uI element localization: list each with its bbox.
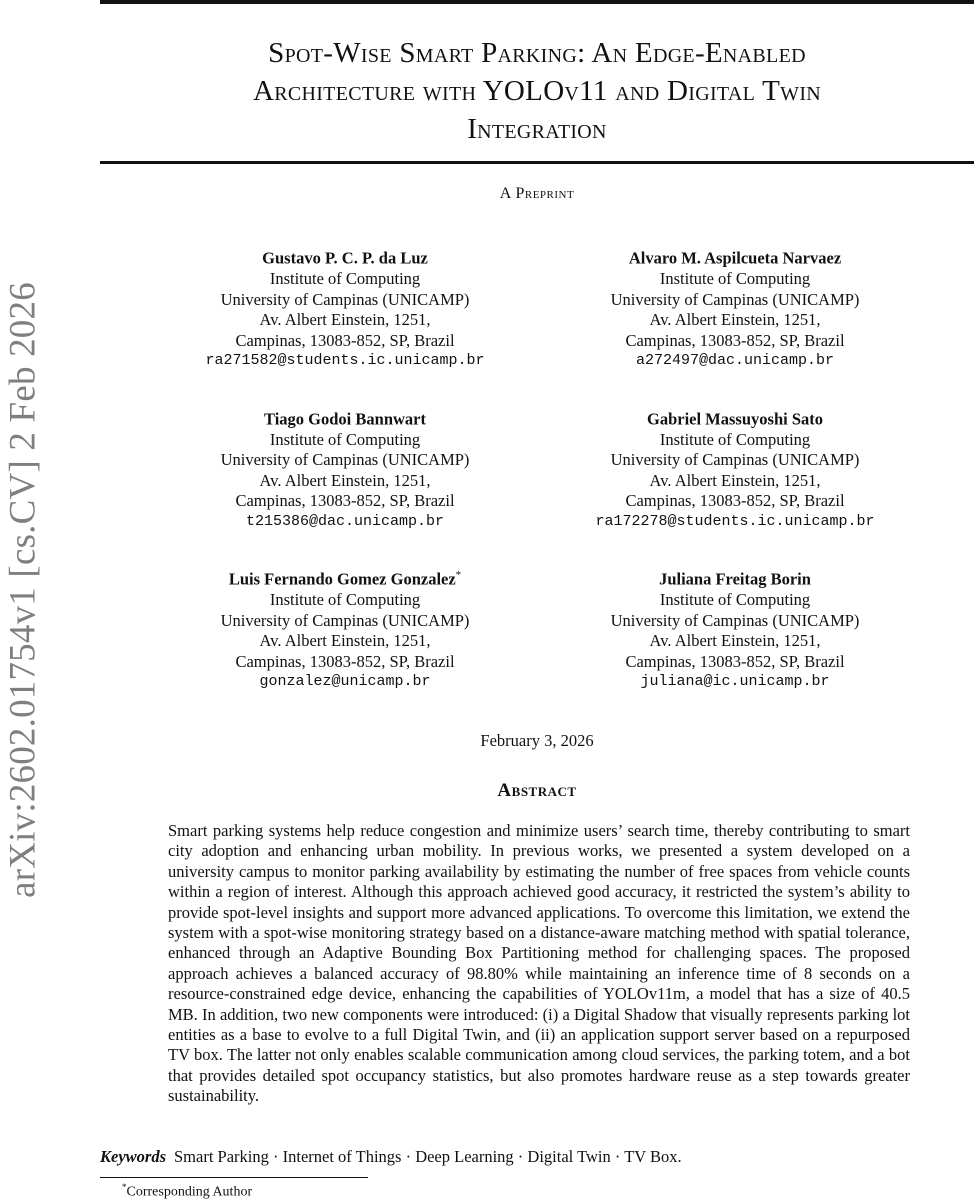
title-line: Integration xyxy=(467,113,607,145)
author-address-line: Av. Albert Einstein, 1251, xyxy=(259,310,431,329)
author-address-line: Campinas, 13083-852, SP, Brazil xyxy=(235,330,455,350)
author-name: Gustavo P. C. P. da Luz xyxy=(262,248,428,268)
author-address-line: Av. Albert Einstein, 1251, xyxy=(649,631,821,650)
author-department: Institute of Computing xyxy=(269,429,421,449)
author-department: Institute of Computing xyxy=(269,590,421,609)
author-department: Institute of Computing xyxy=(659,269,811,288)
author-block xyxy=(150,405,540,533)
author-grid xyxy=(150,244,930,693)
footnote-rule xyxy=(100,1177,368,1178)
author-name: Alvaro M. Aspilcueta Narvaez xyxy=(628,248,842,268)
author-email[interactable]: a272497@dac.unicamp.br xyxy=(635,352,835,369)
arxiv-side-stamp xyxy=(2,270,44,910)
author-address-line: Campinas, 13083-852, SP, Brazil xyxy=(625,491,845,510)
author-name: Tiago Godoi Bannwart xyxy=(264,409,426,428)
keywords-list: Smart Parking · Internet of Things · Deep Learning · Digital Twin · TV Box. xyxy=(174,1147,682,1166)
author-address-line: Av. Albert Einstein, 1251, xyxy=(649,470,821,490)
arxiv-identifier: arXiv:2602.01754v1 [cs.CV] 2 Feb 2026 xyxy=(2,282,44,898)
author-email[interactable]: ra172278@students.ic.unicamp.br xyxy=(595,512,875,530)
author-address-line: Campinas, 13083-852, SP, Brazil xyxy=(625,651,845,671)
author-address-line: Av. Albert Einstein, 1251, xyxy=(649,310,821,329)
author-email[interactable]: gonzalez@unicamp.br xyxy=(259,673,431,690)
author-department: Institute of Computing xyxy=(659,590,811,609)
corresponding-author-mark: * xyxy=(455,569,462,581)
author-university: University of Campinas (UNICAMP) xyxy=(610,450,860,469)
author-address-line: Campinas, 13083-852, SP, Brazil xyxy=(235,651,455,671)
author-block xyxy=(540,565,930,693)
paper-title xyxy=(100,34,974,148)
abstract-text: Smart parking systems help reduce congestion and minimize users’ search time, thereby contributing to smart city adoption and enhancing urban mobility. In previous works, we presented a system developed on a university campus to monitor parking availability by estimating the number of free spaces from vehicle counts within a region of interest. Although this approach achieved good accuracy, it restricted the system’s ability to provide spot-level insights and support more advanced applications. To overcome this limitation, we extend the system with a spot-wise monitoring strategy based on a distance-aware matching method with spatial tolerance, enhanced through an Adaptive Bounding Box Partitioning method for challenging spaces. The proposed approach achieves a balanced accuracy of 98.80% while maintaining an inference time of 8 seconds on a resource-constrained edge device, enhancing the capabilities of YOLOv11m, a model that has a size of 40.5 MB. In addition, two new components were introduced: (i) a Digital Shadow that visually represents parking lot entities as a base to evolve to a full Digital Twin, and (ii) an application support server based on a repurposed TV box. The latter not only enables scalable communication among cloud services, the parking totem, and a bot that provides detailed spot occupancy statistics, but also promotes hardware reuse as a step towards greater sustainability. xyxy=(168,821,910,1106)
title-line: Spot-Wise Smart Parking: An Edge-Enabled xyxy=(268,37,806,69)
author-address-line: Av. Albert Einstein, 1251, xyxy=(259,631,431,650)
author-department: Institute of Computing xyxy=(659,429,811,449)
author-block xyxy=(150,244,540,372)
author-email[interactable]: ra271582@students.ic.unicamp.br xyxy=(205,352,485,369)
author-email[interactable]: juliana@ic.unicamp.br xyxy=(640,673,830,690)
author-university: University of Campinas (UNICAMP) xyxy=(220,289,470,309)
title-top-rule xyxy=(100,0,974,4)
author-university: University of Campinas (UNICAMP) xyxy=(220,610,470,630)
author-department: Institute of Computing xyxy=(269,269,421,288)
author-address-line: Campinas, 13083-852, SP, Brazil xyxy=(625,330,845,350)
author-block xyxy=(540,405,930,533)
abstract-heading: Abstract xyxy=(497,780,577,801)
author-name: Luis Fernando Gomez Gonzalez* xyxy=(228,569,462,589)
author-name: Gabriel Massuyoshi Sato xyxy=(646,409,824,428)
title-line: Architecture with YOLOv11 and Digital Twin xyxy=(252,75,822,107)
keywords-label: Keywords xyxy=(100,1147,166,1166)
author-address-line: Campinas, 13083-852, SP, Brazil xyxy=(235,491,455,510)
author-address-line: Av. Albert Einstein, 1251, xyxy=(259,470,431,490)
title-bottom-rule xyxy=(100,161,974,164)
keywords-line xyxy=(100,1147,944,1167)
preprint-label: A Preprint xyxy=(499,185,575,202)
publication-date: February 3, 2026 xyxy=(480,731,594,750)
author-email[interactable]: t215386@dac.unicamp.br xyxy=(245,512,445,530)
footnote xyxy=(122,1182,252,1201)
author-university: University of Campinas (UNICAMP) xyxy=(610,610,860,630)
footnote-mark: * xyxy=(122,1182,127,1192)
author-name: Juliana Freitag Borin xyxy=(659,569,811,589)
footnote-text: Corresponding Author xyxy=(126,1184,253,1200)
author-block xyxy=(150,565,540,693)
author-university: University of Campinas (UNICAMP) xyxy=(610,289,860,309)
author-university: University of Campinas (UNICAMP) xyxy=(220,450,470,469)
author-block xyxy=(540,244,930,372)
